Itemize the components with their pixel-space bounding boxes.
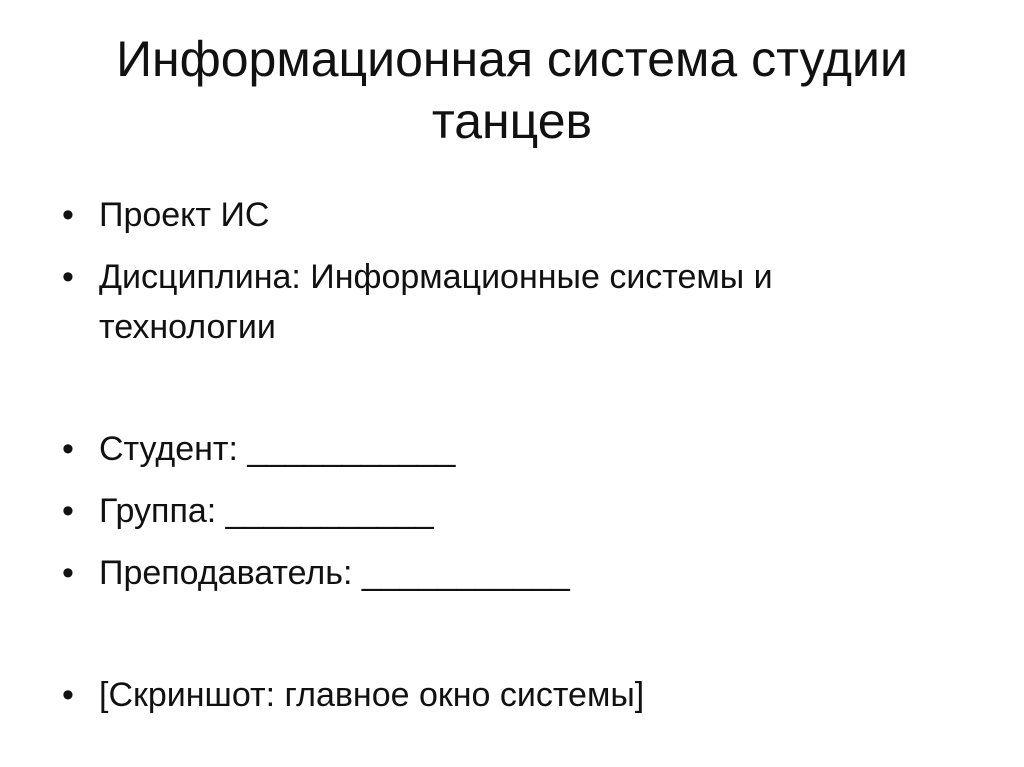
- bullet-student-text: Студент: ___________: [99, 430, 456, 468]
- bullet-spacer: [58, 364, 988, 424]
- slide-title: [40, 28, 984, 152]
- bullet-group: [58, 486, 988, 536]
- bullet-list: [58, 190, 988, 732]
- bullet-screenshot: [58, 670, 988, 720]
- bullet-teacher-text: Преподаватель: ___________: [99, 554, 570, 592]
- bullet-student: [58, 424, 988, 474]
- bullet-marker: •: [62, 258, 74, 296]
- bullet-project: [58, 190, 988, 240]
- slide-title-line-1: Информационная система студии: [116, 31, 908, 87]
- bullet-marker: •: [62, 492, 74, 530]
- slide-title-line-2: танцев: [431, 93, 593, 149]
- bullet-project-text: Проект ИС: [99, 196, 270, 234]
- bullet-teacher: [58, 548, 988, 598]
- bullet-discipline-text-line-1: Дисциплина: Информационные системы и: [99, 258, 773, 296]
- bullet-marker: •: [62, 196, 74, 234]
- bullet-discipline: [58, 252, 988, 352]
- bullet-discipline-text-line-2: технологии: [99, 308, 276, 346]
- bullet-screenshot-text: [Скриншот: главное окно системы]: [99, 676, 645, 714]
- bullet-marker: •: [62, 430, 74, 468]
- bullet-group-text: Группа: ___________: [99, 492, 434, 530]
- bullet-marker: •: [62, 676, 74, 714]
- bullet-spacer: [58, 610, 988, 670]
- bullet-marker: •: [62, 554, 74, 592]
